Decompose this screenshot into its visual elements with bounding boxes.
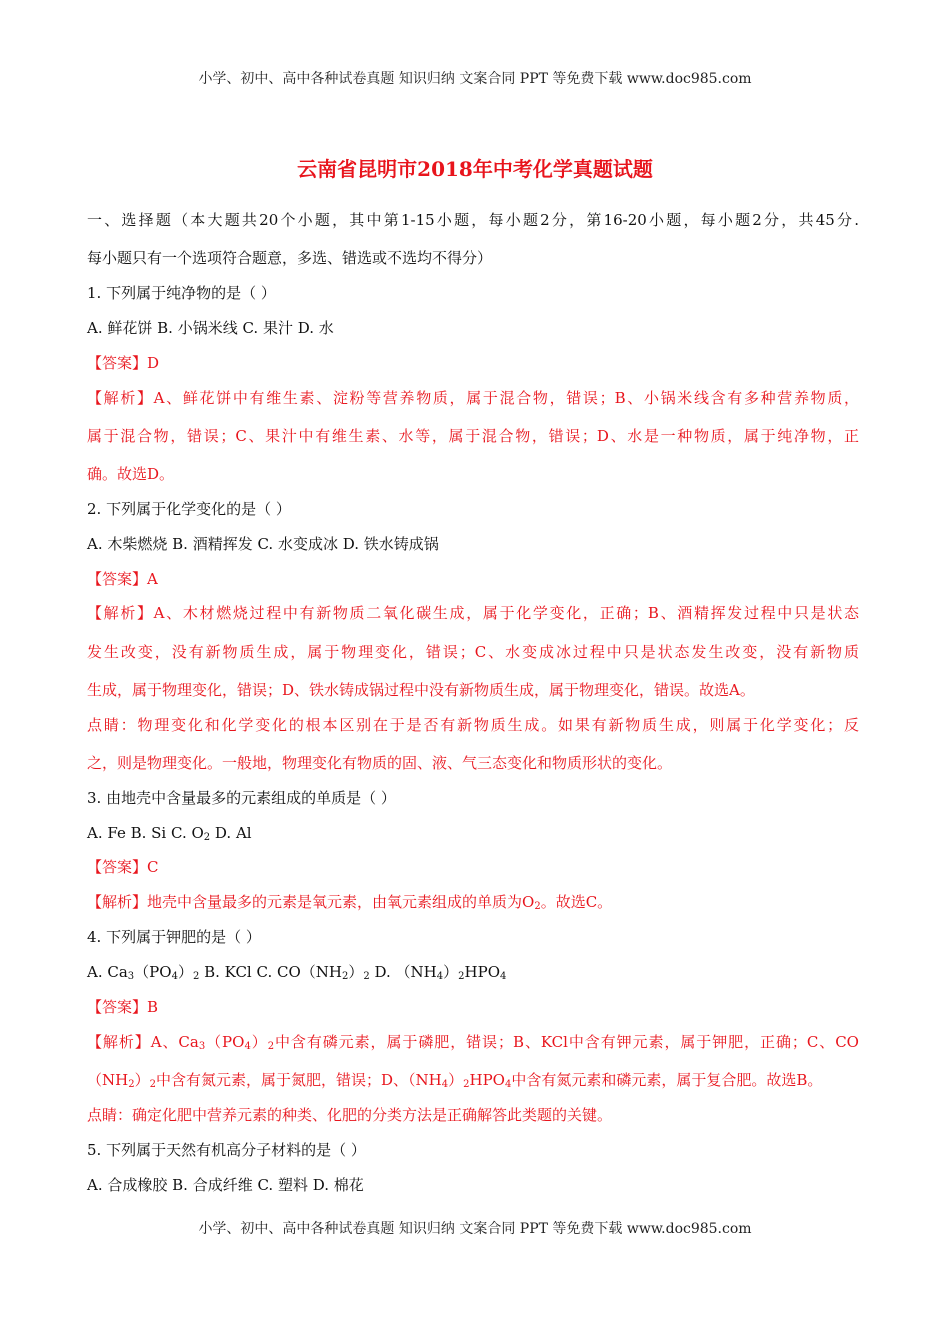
subscript: 3 xyxy=(127,971,135,982)
subscript: 2 xyxy=(192,971,200,982)
answer-line xyxy=(87,1031,859,1053)
answer-line xyxy=(87,1104,612,1126)
text-segment: ） xyxy=(177,963,193,981)
text-segment: A. Fe B. Si C. O xyxy=(87,824,204,842)
question-line xyxy=(87,282,276,304)
text-segment: ） xyxy=(134,1071,150,1089)
page-footer: 小学、初中、高中各种试卷真题 知识归纳 文案合同 PPT 等免费下载 www.doc985.com xyxy=(198,1221,752,1237)
answer-line xyxy=(87,679,755,701)
answer-line xyxy=(87,463,174,485)
text-segment: B. KCl C. CO（NH xyxy=(199,963,342,981)
text-segment: HPO xyxy=(469,1071,505,1089)
question-line xyxy=(87,533,439,555)
subscript: 2 xyxy=(534,901,541,912)
text-segment: ） xyxy=(348,963,364,981)
question-line xyxy=(87,247,492,269)
subscript: 2 xyxy=(363,971,370,982)
text-segment: 点睛：物理变化和化学变化的根本区别在于是否有新物质生成。如果有新物质生成，则属于化学变化；反 xyxy=(87,716,859,734)
text-segment: ） xyxy=(443,963,459,981)
text-segment: （PO xyxy=(134,963,172,981)
text-segment: A. Ca xyxy=(87,963,128,981)
question-line xyxy=(87,1174,364,1196)
text-segment: 1. 下列属于纯净物的是（ ） xyxy=(87,284,276,302)
question-line xyxy=(87,787,396,809)
answer-line xyxy=(87,1069,822,1091)
text-segment: 属于混合物，错误；C、果汁中有维生素、水等，属于混合物，错误；D、水是一种物质，属于纯净物，正 xyxy=(87,427,859,445)
subscript: 2 xyxy=(203,832,211,843)
text-segment: 【答案】B xyxy=(87,998,159,1016)
text-segment: （PO xyxy=(205,1033,245,1051)
text-segment: D. Al xyxy=(210,824,252,842)
text-segment: 4. 下列属于钾肥的是（ ） xyxy=(87,928,261,946)
subscript: 4 xyxy=(244,1041,251,1052)
text-segment: 【解析】A、鲜花饼中有维生素、淀粉等营养物质，属于混合物，错误；B、小锅米线含有多种营养物质， xyxy=(87,389,859,407)
text-segment: A. 合成橡胶 B. 合成纤维 C. 塑料 D. 棉花 xyxy=(87,1176,364,1194)
answer-line xyxy=(87,641,859,663)
subscript: 2 xyxy=(267,1041,275,1052)
text-segment: D. （NH xyxy=(369,963,437,981)
answer-line xyxy=(87,568,158,590)
text-segment: 确。故选D。 xyxy=(87,465,175,483)
subscript: 2 xyxy=(458,971,465,982)
question-line xyxy=(87,317,334,339)
answer-line xyxy=(87,996,158,1018)
question-line xyxy=(87,209,859,231)
question-line xyxy=(87,822,252,844)
text-segment: 【答案】D xyxy=(87,354,160,372)
subscript: 2 xyxy=(341,971,349,982)
subscript: 4 xyxy=(500,971,507,982)
text-segment: 发生改变，没有新物质生成，属于物理变化，错误；C、水变成冰过程中只是状态发生改变，没有新物质 xyxy=(87,643,859,661)
question-line xyxy=(87,498,291,520)
text-segment: 【答案】C xyxy=(87,858,159,876)
text-segment: 之，则是物理变化。一般地，物理变化有物质的固、液、气三态变化和物质形状的变化。 xyxy=(87,754,673,772)
subscript: 2 xyxy=(149,1079,156,1090)
answer-line xyxy=(87,352,159,374)
text-segment: HPO xyxy=(464,963,500,981)
text-segment: 5. 下列属于天然有机高分子材料的是（ ） xyxy=(87,1141,366,1159)
subscript: 3 xyxy=(198,1041,206,1052)
subscript: 4 xyxy=(436,971,444,982)
answer-line xyxy=(87,752,672,774)
text-segment: 。故选C。 xyxy=(540,893,613,911)
subscript: 4 xyxy=(504,1079,512,1090)
text-segment: ） xyxy=(250,1033,268,1051)
answer-line xyxy=(87,602,859,624)
answer-line xyxy=(87,856,158,878)
text-segment: 【解析】A、木材燃烧过程中有新物质二氧化碳生成，属于化学变化，正确；B、酒精挥发过程中只是状态 xyxy=(87,604,859,622)
text-segment: 中含有氮元素，属于氮肥，错误；D、（NH xyxy=(155,1071,442,1089)
text-segment: 点睛：确定化肥中营养元素的种类、化肥的分类方法是正确解答此类题的关键。 xyxy=(87,1106,613,1124)
text-segment: 生成，属于物理变化，错误；D、铁水铸成锅过程中没有新物质生成，属于物理变化，错误。故选A。 xyxy=(87,681,755,699)
text-segment: 【解析】地壳中含量最多的元素是氧元素，由氧元素组成的单质为O xyxy=(87,893,535,911)
subscript: 4 xyxy=(441,1079,449,1090)
text-segment: ） xyxy=(448,1071,464,1089)
page-header: 小学、初中、高中各种试卷真题 知识归纳 文案合同 PPT 等免费下载 www.doc985.com xyxy=(198,71,752,87)
question-line xyxy=(87,961,506,983)
document-title: 云南省昆明市2018年中考化学真题试题 xyxy=(297,157,653,181)
question-line xyxy=(87,926,261,948)
subscript: 4 xyxy=(171,971,178,982)
answer-line xyxy=(87,714,859,736)
subscript: 2 xyxy=(128,1079,135,1090)
text-segment: 每小题只有一个选项符合题意，多选、错选或不选均不得分） xyxy=(87,249,493,267)
text-segment: 一、选择题（本大题共20个小题，其中第1-15小题，每小题2分，第16-20小题，每小题2分，共45分. xyxy=(87,211,859,229)
answer-line xyxy=(87,891,612,913)
answer-line xyxy=(87,425,859,447)
text-segment: 2. 下列属于化学变化的是（ ） xyxy=(87,500,291,518)
text-segment: A. 木柴燃烧 B. 酒精挥发 C. 水变成冰 D. 铁水铸成锅 xyxy=(87,535,439,553)
text-segment: 中含有氮元素和磷元素，属于复合肥。故选B。 xyxy=(511,1071,823,1089)
text-segment: 【答案】A xyxy=(87,570,158,588)
text-segment: 3. 由地壳中含量最多的元素组成的单质是（ ） xyxy=(87,789,396,807)
text-segment: （NH xyxy=(87,1071,129,1089)
text-segment: 中含有磷元素，属于磷肥，错误；B、KCl中含有钾元素，属于钾肥，正确；C、CO xyxy=(274,1033,859,1051)
text-segment: A. 鲜花饼 B. 小锅米线 C. 果汁 D. 水 xyxy=(87,319,334,337)
text-segment: 【解析】A、Ca xyxy=(87,1033,199,1051)
subscript: 2 xyxy=(463,1079,470,1090)
answer-line xyxy=(87,387,859,409)
question-line xyxy=(87,1139,366,1161)
